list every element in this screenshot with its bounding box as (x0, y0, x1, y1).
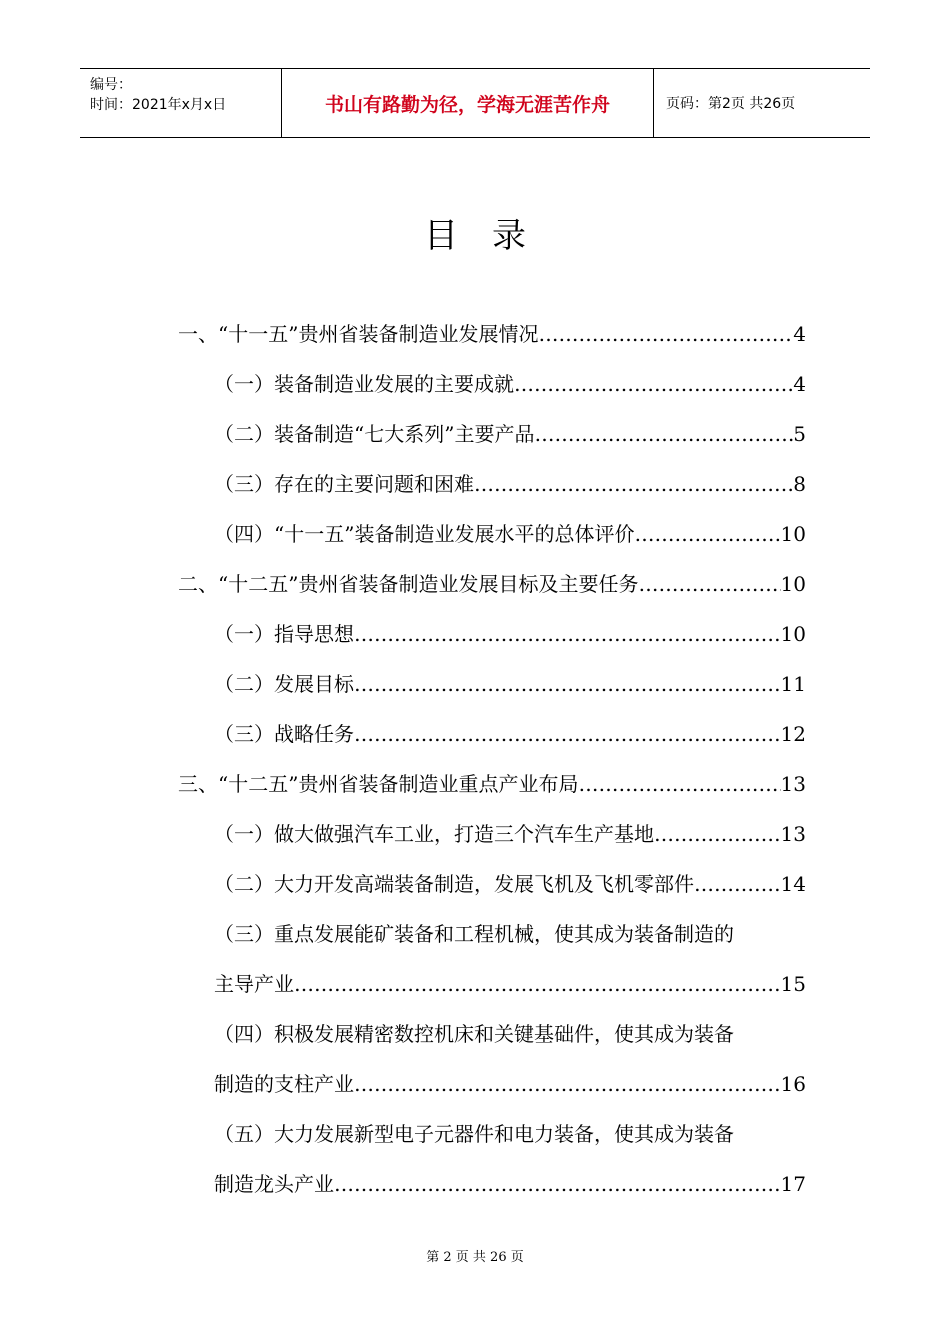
toc-entry[interactable]: （四）积极发展精密数控机床和关键基础件，使其成为装备 (214, 1022, 734, 1046)
toc-leader (514, 370, 793, 398)
toc-leader (294, 970, 781, 998)
toc-entry[interactable]: 一、“十一五”贵州省装备制造业发展情况 …………………………………………………………………………………………………………………………………… 4 (178, 320, 806, 348)
page-title: 目录 (424, 216, 560, 256)
toc-leader (538, 320, 793, 348)
toc-entry[interactable]: （一）指导思想 …………………………………………………………………………………………………………………………………… 10 (214, 620, 806, 648)
toc-leader (474, 470, 793, 498)
toc-entry[interactable]: （二）大力开发高端装备制造，发展飞机及飞机零部件 …………………………………………………………………………………………………………………………………… 14 (214, 870, 806, 898)
time-label: 时间：2021年x月x日 (90, 97, 227, 113)
header-motto: 书山有路勤为径，学海无涯苦作舟 (282, 69, 654, 137)
number-label: 编号： (90, 77, 132, 93)
toc-leader (354, 720, 781, 748)
toc-entry[interactable]: （四）“十一五”装备制造业发展水平的总体评价 …………………………………………………………………………………………………………………………………… 10 (214, 520, 806, 548)
toc-entry[interactable]: 二、“十二五”贵州省装备制造业发展目标及主要任务 …………………………………………………………………………………………………………………………………… 10 (178, 570, 806, 598)
toc-entry[interactable]: （一）装备制造业发展的主要成就 …………………………………………………………………………………………………………………………………… 4 (214, 370, 806, 398)
toc-entry[interactable]: （一）做大做强汽车工业，打造三个汽车生产基地 …………………………………………………………………………………………………………………………………… 13 (214, 820, 806, 848)
toc-leader (578, 770, 780, 798)
toc-leader (354, 1070, 781, 1098)
toc-entry[interactable]: （二）发展目标 …………………………………………………………………………………………………………………………………… 11 (214, 670, 806, 698)
page-footer: 第 2 页 共 26 页 (426, 1250, 524, 1265)
header-page-info: 页码：第2页 共26页 (666, 96, 796, 112)
toc-leader (354, 670, 781, 698)
toc-entry[interactable]: 制造龙头产业 …………………………………………………………………………………………………………………………………… 17 (214, 1170, 806, 1198)
toc-entry[interactable]: 制造的支柱产业 …………………………………………………………………………………………………………………………………… 16 (214, 1070, 806, 1098)
page-header (80, 68, 870, 138)
toc-entry[interactable]: （五）大力发展新型电子元器件和电力装备，使其成为装备 (214, 1122, 734, 1146)
toc-entry[interactable]: （三）战略任务 …………………………………………………………………………………………………………………………………… 12 (214, 720, 806, 748)
toc-leader (534, 420, 793, 448)
toc-leader (334, 1170, 781, 1198)
toc-leader (354, 620, 781, 648)
toc-leader (638, 570, 780, 598)
toc-entry[interactable]: （三）存在的主要问题和困难 …………………………………………………………………………………………………………………………………… 8 (214, 470, 806, 498)
toc-entry[interactable]: （三）重点发展能矿装备和工程机械，使其成为装备制造的 (214, 922, 734, 946)
toc-leader (694, 870, 781, 898)
header-meta (80, 69, 282, 137)
toc-entry[interactable]: （二）装备制造“七大系列”主要产品 …………………………………………………………………………………………………………………………………… 5 (214, 420, 806, 448)
toc-leader (654, 820, 781, 848)
toc-leader (634, 520, 780, 548)
toc-entry[interactable]: 三、“十二五”贵州省装备制造业重点产业布局 …………………………………………………………………………………………………………………………………… 13 (178, 770, 806, 798)
toc-entry[interactable]: 主导产业 …………………………………………………………………………………………………………………………………… 15 (214, 970, 806, 998)
